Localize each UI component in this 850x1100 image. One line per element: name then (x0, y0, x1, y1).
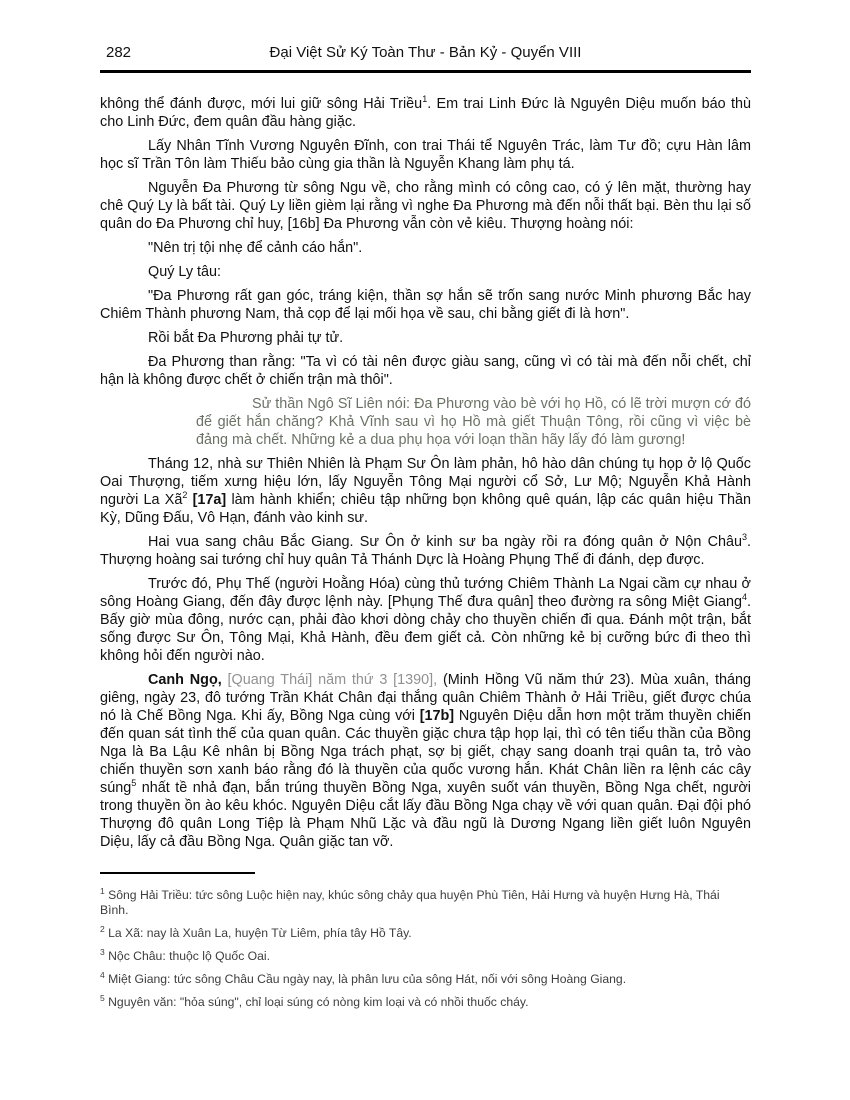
text-segment: [Quang Thái] năm thứ 3 [1390], (221, 672, 438, 688)
text-segment: (Minh Hồng Vũ năm thứ 23). Mùa xuân, tháng giêng, ngày 23, đô tướng Trần Khát Chân đại thắng quân Chiêm Thành ở Hải Triều, giết được chúa nó là Chế Bồng Nga. Khi ấy, Bồng Nga cùng với (100, 672, 751, 724)
text-segment: làm hành khiển; chiêu tập những bọn không quê quán, lập các quân hiệu Thần Kỳ, Dũng Đấu, Vô Hạn, đánh vào kinh sư. (100, 492, 751, 526)
footnote-text: Miệt Giang: tức sông Châu Cầu ngày nay, là phân lưu của sông Hát, nối với sông Hoàng Giang. (104, 972, 627, 986)
footnote-4 (100, 969, 751, 987)
footnote-reference: 2 (182, 490, 188, 501)
footnote-marker: 3 (100, 946, 105, 957)
text-segment: [17a] (192, 492, 227, 508)
text-segment: Tháng 12, nhà sư Thiên Nhiên là Phạm Sư Ôn làm phản, hô hào dân chúng tụ họp ở lộ Quốc Oai Thượng, tiếm xưng hiệu lớn, lấy Nguyễn Tông Mại người cổ Sở, Lư Mộ; Nguyễn Khả Hành người La Xã (100, 456, 751, 508)
text-segment: Sử thần Ngô Sĩ Liên nói: Đa Phương vào bè với họ Hồ, có lẽ trời mượn cớ đó để giết hắn chăng? Khả Vĩnh sau vì họ Hồ mà giết Thuận Tông, rồi cũng vì việc bè đảng mà chết. Những kẻ a dua phụ họa với loạn thần hãy lấy đó làm gương! (196, 396, 751, 448)
text-segment: Lấy Nhân Tĩnh Vương Nguyên Đĩnh, con trai Thái tể Nguyên Trác, làm Tư đồ; cựu Hàn lâm học sĩ Trần Tôn làm Thiếu bảo cùng gia thần là Nguyễn Khang làm phụ tá. (100, 138, 751, 172)
text-segment: Đa Phương than rằng: "Ta vì có tài nên được giàu sang, cũng vì có tài mà đến nỗi chết, chỉ hận là không được chết ở chiến trận mà thôi". (100, 354, 751, 388)
paragraph-8 (100, 353, 751, 389)
footnote-text: Nộc Châu: thuộc lộ Quốc Oai. (104, 949, 271, 963)
footnote-reference: 1 (422, 94, 428, 105)
paragraph-10 (100, 455, 751, 527)
text-segment: Trước đó, Phụ Thế (người Hoằng Hóa) cùng thủ tướng Chiêm Thành La Ngai cầm cự nhau ở sông Hoàng Giang, đến đây được lệnh này. [Phụng Thế đưa quân] theo đường ra sông Miệt Giang (100, 576, 751, 610)
paragraph-6 (100, 287, 751, 323)
paragraph-11 (100, 533, 751, 569)
footnote-1 (100, 885, 751, 918)
text-segment: Nguyễn Đa Phương từ sông Ngu về, cho rằng mình có công cao, có ý lên mặt, thường hay chê Quý Ly là bất tài. Quý Ly liền gièm lại rằng vì nghe Đa Phương mà đến nỗi thất bại. Bèn thu lại số quân do Đa Phương chỉ huy, [16b] Đa Phương vẫn còn vẻ kiêu. Thượng hoàng nói: (100, 180, 751, 232)
text-segment: "Đa Phương rất gan góc, tráng kiện, thần sợ hắn sẽ trốn sang nước Minh phương Bắc hay Chiêm Thành phương Nam, thả cọp để lại mối họa về sau, chi bằng giết đi là hơn". (100, 288, 751, 322)
text-segment: nhất tề nhả đạn, bắn trúng thuyền Bồng Nga, xuyên suốt ván thuyền, Bồng Nga chết, người trong thuyền ồn ào kêu khóc. Nguyên Diệu cắt lấy đầu Bồng Nga chạy về với quan quân. Đại đội phó Thượng đô quân Long Tiệp là Phạm Nhũ Lặc và đầu ngũ là Dương Ngang liền giết luôn Nguyên Diệu, lấy cả đầu Bồng Nga. Quân giặc tan vỡ. (100, 780, 751, 850)
footnote-marker: 2 (100, 923, 105, 934)
footnote-reference: 3 (741, 532, 747, 543)
paragraph-12 (100, 575, 751, 665)
page-title: Đại Việt Sử Ký Toàn Thư - Bản Kỷ - Quyển VIII (269, 44, 582, 61)
text-segment: Canh Ngọ, (148, 672, 222, 688)
text-segment: Hai vua sang châu Bắc Giang. Sư Ôn ở kinh sư ba ngày rồi ra đóng quân ở Nộn Châu (148, 534, 742, 550)
footnote-3 (100, 946, 751, 964)
paragraph-13 (100, 671, 751, 851)
text-segment: . Bấy giờ mùa đông, nước cạn, phải đào khơi dòng chảy cho thuyền chiến đi qua. Đánh một trận, bắt sống được Sư Ôn, Tông Mại, Khả Hành, đều đem giết cả. Còn những kẻ bị cưỡng bức đi theo thì không hỏi đến người nào. (100, 594, 751, 664)
footnote-separator (100, 872, 255, 874)
paragraph-2 (100, 137, 751, 173)
footnote-text: Nguyên văn: "hỏa súng", chỉ loại súng có nòng kim loại và có nhồi thuốc cháy. (104, 995, 529, 1009)
paragraph-1 (100, 95, 751, 131)
text-segment: . Em trai Linh Đức là Nguyên Diệu muốn báo thù cho Linh Đức, đem quân đầu hàng giặc. (100, 96, 751, 130)
paragraph-7 (100, 329, 751, 347)
footnote-reference: 5 (131, 778, 137, 789)
paragraph-3 (100, 179, 751, 233)
content-column (100, 44, 751, 857)
text-segment: [17b] (419, 708, 455, 724)
footnote-marker: 5 (100, 992, 105, 1003)
paragraph-4 (100, 239, 751, 257)
text-segment: Rồi bắt Đa Phương phải tự tử. (148, 330, 344, 346)
body-text (100, 95, 751, 851)
text-segment: không thể đánh được, mới lui giữ sông Hải Triều (100, 96, 423, 112)
footnote-reference: 4 (741, 592, 747, 603)
footnote-2 (100, 923, 751, 941)
footnote-text: Sông Hải Triều: tức sông Luộc hiện nay, khúc sông chảy qua huyện Phù Tiên, Hải Hưng và huyện Hưng Hà, Thái Bình. (100, 888, 720, 917)
page-header (100, 44, 751, 73)
footnote-list (100, 885, 751, 1010)
historian-commentary (196, 395, 751, 449)
text-segment: Quý Ly tâu: (148, 264, 222, 280)
text-segment: Nguyên Diệu dẫn hơn một trăm thuyền chiến đến quan sát tình thế của quan quân. Các thuyền giặc chưa tập họp lại, thì có tên tiểu thần của Bồng Nga là Ba Lậu Kê nhân bị Bồng Nga trách phạt, sợ bị giết, chạy sang doanh trại quân ta, trỏ vào chiến thuyền sơn xanh báo rằng đó là thuyền của quốc vương hắn. Khát Chân liền ra lệnh các cây súng (100, 708, 751, 796)
page-number: 282 (106, 44, 132, 61)
footnote-text: La Xã: nay là Xuân La, huyện Từ Liêm, phía tây Hồ Tây. (104, 926, 412, 940)
paragraph-5 (100, 263, 751, 281)
footnote-5 (100, 992, 751, 1010)
text-segment: . Thượng hoàng sai tướng chỉ huy quân Tả Thánh Dực là Hoàng Phụng Thế đi đánh, dẹp được. (100, 534, 751, 568)
footnotes-section (100, 872, 751, 1018)
footnote-marker: 1 (100, 885, 105, 896)
text-segment: "Nên trị tội nhẹ để cảnh cáo hắn". (148, 240, 363, 256)
footnote-marker: 4 (100, 969, 105, 980)
